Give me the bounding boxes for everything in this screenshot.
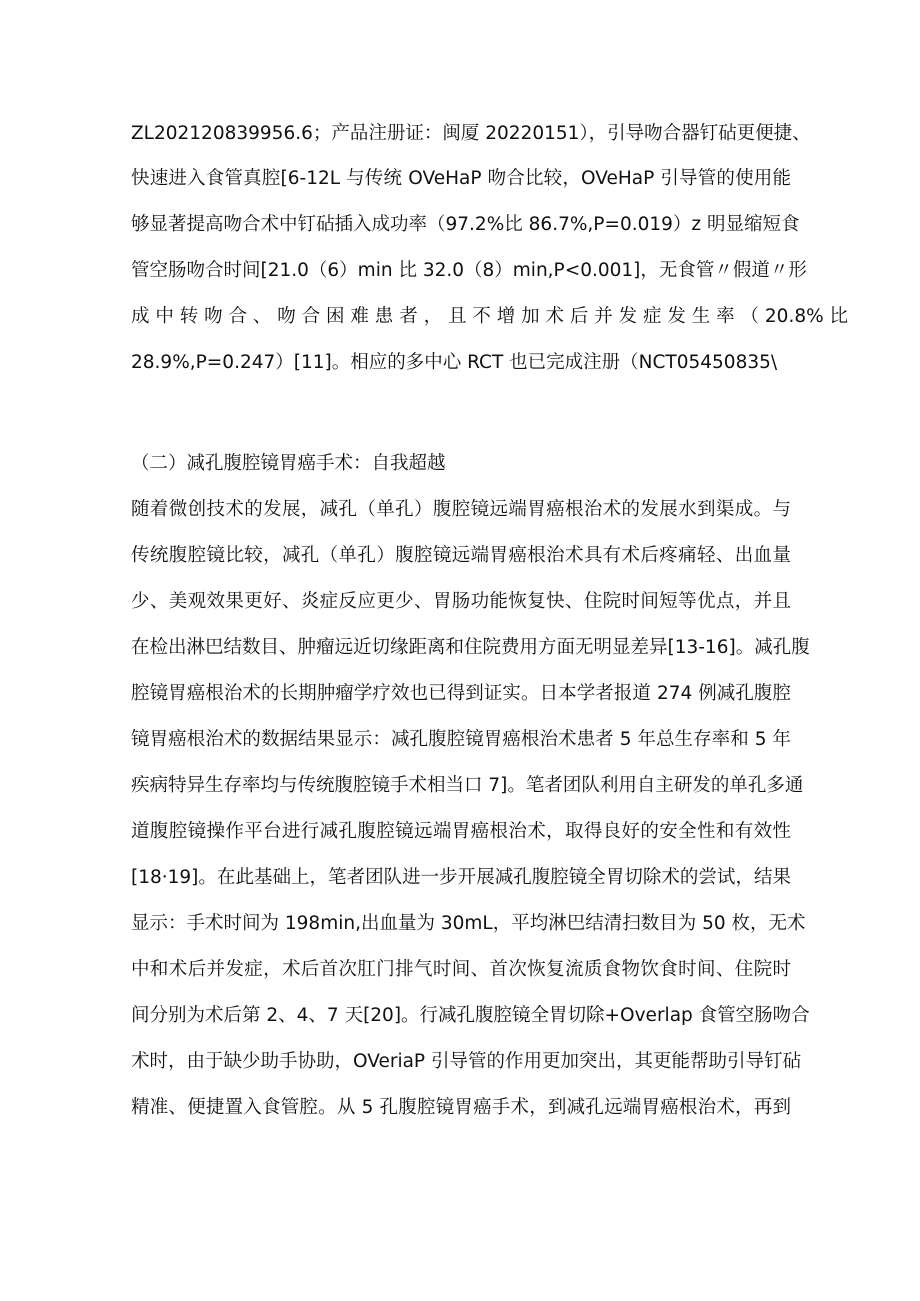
text-line: 腔镜胃癌根治术的长期肿瘤学疗效也已得到证实。日本学者报道 274 例减孔腹腔 <box>131 683 791 704</box>
text-line: 镜胃癌根治术的数据结果显示：减孔腹腔镜胃癌根治术患者 5 年总生存率和 5 年 <box>131 729 791 750</box>
text-line: 够显著提高吻合术中钉砧插入成功率（97.2%比 86.7%,P=0.019）z 明显缩短食 <box>131 214 800 235</box>
text-line: 28.9%,P=0.247）[11]。相应的多中心 RCT 也已完成注册（NCT05450835\ <box>131 352 778 373</box>
section-heading: （二）减孔腹腔镜胃癌手术：自我超越 <box>131 453 446 474</box>
text-line: ZL202120839956.6；产品注册证：闽厦 20220151），引导吻合器钉砧更便捷、 <box>131 123 811 144</box>
text-line: 快速进入食管真腔[6-12L 与传统 OVeHaP 吻合比较，OVeHaP 引导管的使用能 <box>131 168 791 189</box>
text-line: 显示：手术时间为 198min,出血量为 30mL，平均淋巴结清扫数目为 50 枚，无术 <box>131 913 806 934</box>
text-line: 中和术后并发症，术后首次肛门排气时间、首次恢复流质食物饮食时间、住院时 <box>131 959 791 980</box>
text-line: 少、美观效果更好、炎症反应更少、胃肠功能恢复快、住院时间短等优点，并且 <box>131 591 791 612</box>
text-line: 随着微创技术的发展，减孔（单孔）腹腔镜远端胃癌根治术的发展水到渠成。与 <box>131 499 791 520</box>
text-line: 道腹腔镜操作平台进行减孔腹腔镜远端胃癌根治术，取得良好的安全性和有效性 <box>131 821 791 842</box>
text-line: 间分别为术后第 2、4、7 天[20]。行减孔腹腔镜全胃切除+Overlap 食管空肠吻合 <box>131 1005 810 1026</box>
text-line: 传统腹腔镜比较，减孔（单孔）腹腔镜远端胃癌根治术具有术后疼痛轻、出血量 <box>131 545 791 566</box>
text-line: [18·19]。在此基础上，笔者团队进一步开展减孔腹腔镜全胃切除术的尝试，结果 <box>131 867 791 888</box>
text-line: 管空肠吻合时间[21.0（6）min 比 32.0（8）min,P<0.001]，无食管〃假道〃形 <box>131 260 807 281</box>
text-line: 成 中 转 吻 合 、 吻 合 困 难 患 者 ， 且 不 增 加 术 后 并 发 症 发 生 率 （ 20.8% 比 <box>131 306 849 327</box>
text-line: 在检出淋巴结数目、肿瘤远近切缘距离和住院费用方面无明显差异[13-16]。减孔腹 <box>131 637 810 658</box>
text-line: 精准、便捷置入食管腔。从 5 孔腹腔镜胃癌手术，到减孔远端胃癌根治术，再到 <box>131 1097 791 1118</box>
text-line: 术时，由于缺少助手协助，OVeriaP 引导管的作用更加突出，其更能帮助引导钉砧 <box>131 1051 801 1072</box>
text-line: 疾病特异生存率均与传统腹腔镜手术相当口 7]。笔者团队利用自主研发的单孔多通 <box>131 775 804 796</box>
